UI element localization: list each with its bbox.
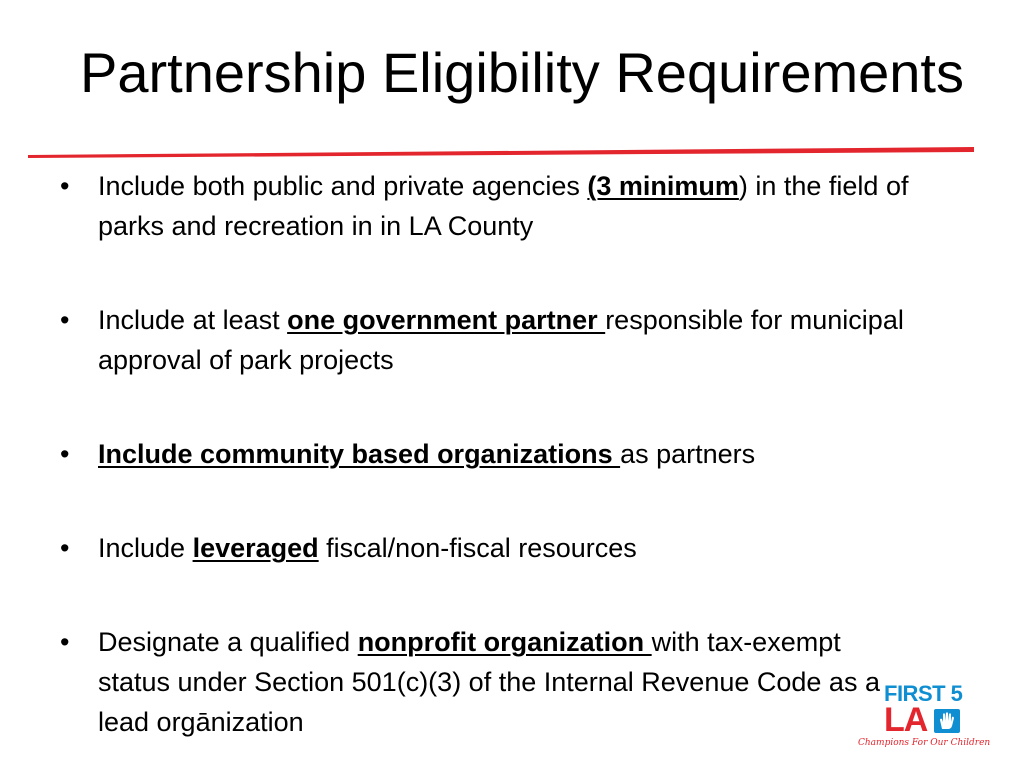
bullet-text: Include at least (98, 305, 288, 335)
first5-la-logo (858, 682, 1008, 762)
bullet-text: fiscal/non-fiscal resources (318, 533, 637, 563)
bullet-text: Designate a qualified (98, 627, 358, 657)
bullet-text: with tax-exempt status under Section 501(c)(3) of the Internal Revenue Code as a lead orgānization (98, 627, 880, 737)
bullet-item (58, 300, 918, 380)
logo-first5-text: FIRST 5 (884, 681, 963, 706)
logo-tagline: Champions For Our Children (858, 738, 991, 748)
bullet-item (58, 434, 918, 474)
bullet-item (58, 528, 918, 568)
bullet-text: Include (98, 533, 193, 563)
title-underline-rule (28, 146, 974, 158)
slide-title: Partnership Eligibility Requirements (80, 41, 964, 104)
bullet-emphasis: one government partner (287, 305, 606, 335)
bullet-text: Include both public and private agencies (98, 171, 588, 201)
bullet-text: ) in the field of parks and recreation in in LA County (98, 171, 909, 241)
bullet-emphasis: nonprofit organization (357, 627, 652, 657)
bullet-item (58, 166, 918, 246)
bullet-emphasis: leveraged (192, 533, 319, 563)
bullet-emphasis: Include community based organizations (98, 439, 621, 469)
bullet-emphasis: (3 minimum (587, 171, 739, 201)
bullet-text: as partners (620, 439, 756, 469)
bullet-text: responsible for municipal approval of park projects (98, 305, 904, 375)
hand-icon (934, 709, 960, 733)
bullet-item (58, 622, 890, 742)
logo-la-text: LA (884, 701, 928, 739)
